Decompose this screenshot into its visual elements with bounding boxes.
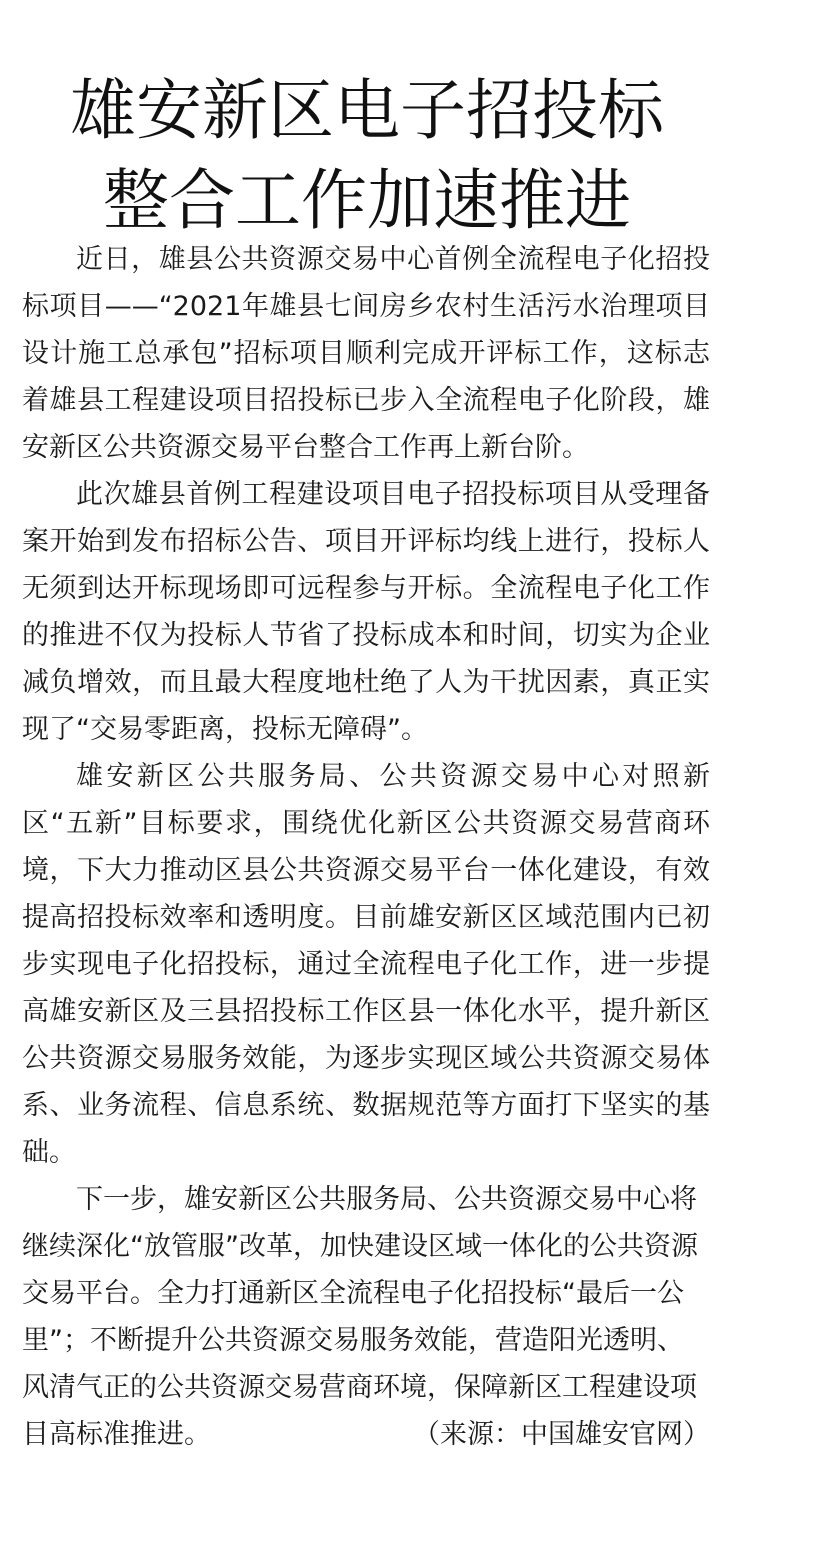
headline-line-2: 整合工作加速推进 [103, 162, 631, 240]
paragraph-3: 雄安新区公共服务局、公共资源交易中心对照新区“五新”目标要求，围绕优化新区公共资源交易营商环境，下大力推动区县公共资源交易平台一体化建设，有效提高招投标效率和透明度。目前雄安新区区域范围内已初步实现电子化招投标，通过全流程电子化工作，进一步提高雄安新区及三县招投标工作区县一体化水平，提升新区公共资源交易服务效能，为逐步实现区域公共资源交易体系、业务流程、信息系统、数据规范等方面打下坚实的基础。 [22, 761, 710, 1168]
paragraph-4 [22, 1176, 710, 1458]
article-body [22, 236, 710, 1458]
source-credit: （来源：中国雄安官网） [413, 1419, 710, 1450]
headline [0, 66, 734, 246]
paragraph-1: 近日，雄县公共资源交易中心首例全流程电子化招投标项目——“2021年雄县七间房乡农村生活污水治理项目设计施工总承包”招标项目顺利完成开评标工作，这标志着雄县工程建设项目招投标已步入全流程电子化阶段，雄安新区公共资源交易平台整合工作再上新台阶。 [22, 244, 710, 463]
headline-line-1: 雄安新区电子招投标 [70, 72, 664, 150]
paragraph-4-text: 下一步，雄安新区公共服务局、公共资源交易中心将继续深化“放管服”改革，加快建设区域一体化的公共资源交易平台。全力打通新区全流程电子化招投标“最后一公里”；不断提升公共资源交易服务效能，营造阳光透明、风清气正的公共资源交易营商环境，保障新区工程建设项目高标准推进。 [22, 1184, 698, 1450]
paragraph-2: 此次雄县首例工程建设项目电子招投标项目从受理备案开始到发布招标公告、项目开评标均线上进行，投标人无须到达开标现场即可远程参与开标。全流程电子化工作的推进不仅为投标人节省了投标成本和时间，切实为企业减负增效，而且最大程度地杜绝了人为干扰因素，真正实现了“交易零距离，投标无障碍”。 [22, 479, 710, 745]
